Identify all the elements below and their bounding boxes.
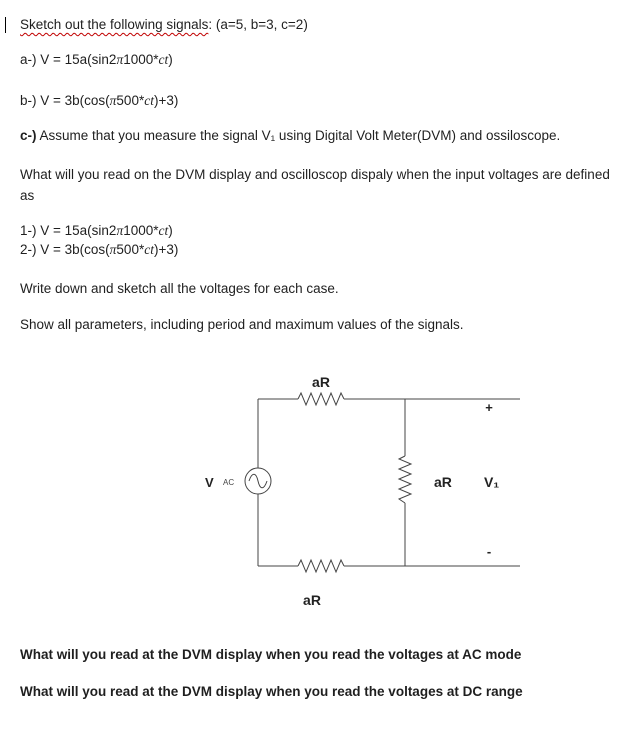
case-1-end: ): [168, 223, 173, 238]
resistor-top-label: aR: [312, 374, 330, 390]
output-voltage-label: V₁: [484, 474, 500, 490]
plus-terminal: +: [485, 400, 493, 415]
signal-a-prefix: a-) V = 15a(sin2: [20, 52, 117, 67]
resistor-top: [298, 393, 344, 405]
ct-term: ct: [144, 93, 154, 108]
signal-b-end: )+3): [153, 93, 179, 108]
case-2-end: )+3): [153, 242, 179, 257]
ct-term: ct: [158, 52, 169, 67]
resistor-bottom-label: aR: [303, 592, 321, 608]
heading-parameters: : (a=5, b=3, c=2): [208, 17, 308, 32]
pi-symbol: π: [109, 242, 117, 257]
question-read: What will you read on the DVM display and oscilloscop dispaly when the input voltages are defined as: [20, 167, 610, 203]
question-dc-range: What will you read at the DVM display when you read the voltages at DC range: [20, 684, 523, 699]
case-1-mid: 1000*: [123, 223, 159, 238]
minus-terminal: -: [486, 544, 492, 559]
signal-a-mid: 1000*: [123, 52, 159, 67]
pi-symbol: π: [109, 93, 117, 108]
case-1-prefix: 1-) V = 15a(sin2: [20, 223, 117, 238]
question-c-text: Assume that you measure the signal V₁ using Digital Volt Meter(DVM) and ossiloscope.: [36, 128, 561, 143]
ct-term: ct: [144, 242, 154, 257]
instruction-write: Write down and sketch all the voltages for each case.: [20, 281, 339, 296]
question-ac-mode: What will you read at the DVM display when you read the voltages at AC mode: [20, 647, 522, 662]
signal-b-prefix: b-) V = 3b(cos(: [20, 93, 110, 108]
resistor-right-label: aR: [434, 474, 452, 490]
instruction-show: Show all parameters, including period and maximum values of the signals.: [20, 317, 464, 332]
resistor-bottom: [298, 560, 344, 572]
question-c-label: c-): [20, 128, 37, 143]
source-voltage-label: V: [205, 475, 214, 490]
pi-symbol: π: [116, 52, 124, 67]
heading-squiggly-text: Sketch out the following signals: [20, 17, 209, 32]
case-2-prefix: 2-) V = 3b(cos(: [20, 242, 110, 257]
case-2-mid: 500*: [116, 242, 145, 257]
signal-a-end: ): [168, 52, 173, 67]
ct-term: ct: [158, 223, 169, 238]
resistor-right: [399, 456, 411, 503]
signal-b-mid: 500*: [116, 93, 145, 108]
source-ac-label: AC: [223, 478, 235, 487]
pi-symbol: π: [116, 223, 124, 238]
